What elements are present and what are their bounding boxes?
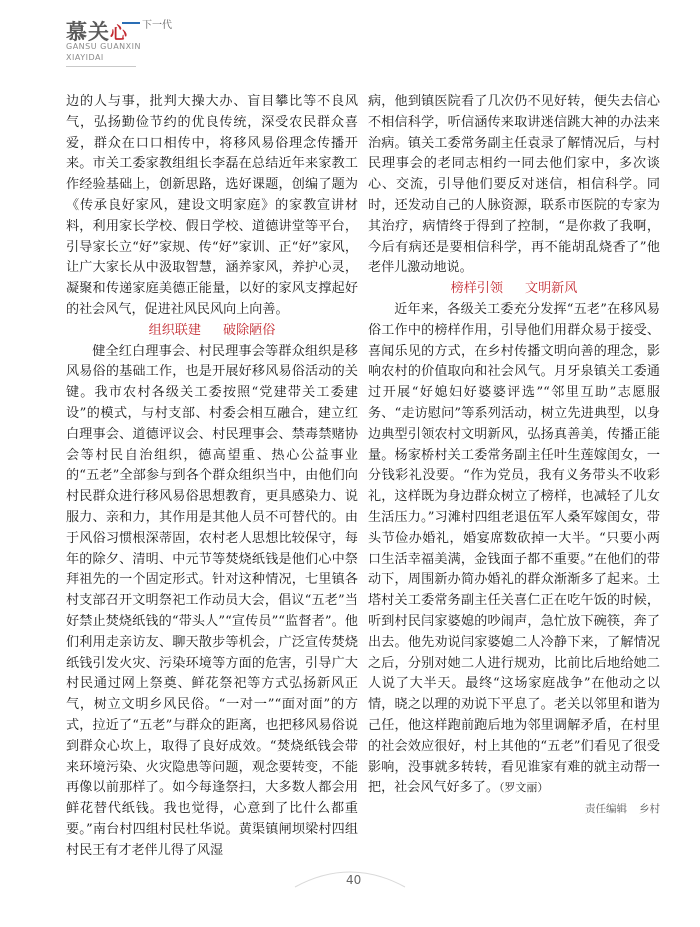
logo-title: 慕关心 [66, 19, 128, 44]
paragraph: 边的人与事，批判大操大办、盲目攀比等不良风气，弘扬勤俭节约的优良传统，深受农民群众喜爱，群众在口口相传中，将移风易俗理念传播开来。市关工委家教组组长李磊在总结近年来家教工作经验基础上，创新思路，选好课题，创编了题为《传承良好家风，建设文明家庭》的家教宣讲材料，利用家长学校、假日学校、道德讲堂等平台，引导家长立“好”家规、传“好”家训、正“好”家风，让广大家长从中汲取智慧，涵养家风，养护心灵，凝聚和传递家庭美德正能量，以好的家风支撑起好的社会风气，促进社风民风向上向善。 [66, 94, 358, 317]
paragraph: 健全红白理事会、村民理事会等群众组织是移风易俗的基础工作，也是开展好移风易俗活动的关键。我市农村各级关工委按照“党建带关工委建设”的模式，与村支部、村委会相互融合，建立红白理事会、道德评议会、村民理事会、禁毒禁赌协会等村民自治组织，德高望重、热心公益事业的“五老”全部参与到各个群众组织当中，由他们向村民群众进行移风易俗思想教育，更具感染力、说服力、亲和力，其作用是其他人员不可替代的。由于风俗习惯根深蒂固，农村老人思想比较保守，每年的除夕、清明、中元节等焚烧纸钱是他们心中祭拜祖先的一个固定形式。针对这种情况，七里镇各村支部召开文明祭祀工作动员大会，倡议“五老”当好禁止焚烧纸钱的“带头人”“宣传员”“监督者”。他们利用走亲访友、聊天散步等机会，广泛宣传焚烧纸钱引发火灾、污染环境等方面的危害，引导广大村民通过网上祭奠、鲜花祭祀等方式弘扬新风正气，树立文明乡风民俗。“一对一”“面对面”的方式，拉近了“五老”与群众的距离，也把移风易俗说到群众心坎上，取得了良好成效。“焚烧纸钱会带来环境污染、火灾隐患等问题，观念要转变，不能再像以前那样了。如今每逢祭扫，大多数人都会用鲜花替代纸钱。我也觉得，心意到了比什么都重要。”南台村四组村民杜华说。黄渠镇闸坝梁村四组村民王有才老伴儿得了风湿 [66, 343, 358, 858]
logo-divider [66, 66, 136, 67]
page-number: 40 [346, 873, 362, 887]
paragraph: 病，他到镇医院看了几次仍不见好转，便失去信心不相信科学，听信涵传来取讲迷信跳大神的办法来治病。镇关工委常务副主任袁录了解情况后，与村民理事会的老同志相约一同去他们家中，多次谈心、交流，引导他们要反对迷信，相信科学。同时，还发动自己的人脉资源，联系市医院的专家为其治疗，病情终于得到了控制，“是你救了我啊，今后有病还是要相信科学，再不能胡乱烧香了”他老伴儿激动地说。 [368, 94, 660, 276]
logo-heart: 心 [110, 24, 128, 44]
logo-pinyin-line1: GANSU GUANXIN [66, 42, 141, 51]
section-heading: 榜样引领 文明新风 [450, 281, 578, 297]
logo-subtitle: 下一代 [142, 20, 172, 31]
logo-pinyin-line2: XIAYIDAI [66, 53, 104, 62]
editor-credit: 责任编辑 乡村 [585, 803, 660, 816]
paragraph: 近年来，各级关工委充分发挥“五老”在移风易俗工作中的榜样作用，引导他们用群众易于接受、喜闻乐见的方式，在乡村传播文明向善的理念，影响农村的价值取向和社会风气。月牙泉镇关工委通过开展“好媳妇好婆婆评选”“邻里互助”志愿服务、“走访慰问”等系列活动，树立先进典型，以身边典型引领农村文明新风，弘扬真善美，传播正能量。杨家桥村关工委常务副主任叶生莲嫁闺女，一分钱彩礼没要。“作为党员，我有义务带头不收彩礼，这样既为身边群众树立了榜样，也减轻了儿女生活压力。”习滩村四组老退伍军人桑军嫁闺女，带头节俭办婚礼，婚宴席数砍掉一大半。“只要小两口生活幸福美满，金钱面子都不重要。”在他们的带动下，周围新办简办婚礼的群众渐渐多了起来。土塔村关工委常务副主任关喜仁正在吃午饭的时候，听到村民闫家婆媳的吵闹声，急忙放下碗筷，奔了出去。他先劝说闫家婆媳二人冷静下来，了解情况之后，分别对她二人进行规劝，比前比后地给她二人说了大半天。最终“这场家庭战争”在他动之以情，晓之以理的劝说下平息了。老关以邻里和谐为己任，他这样跑前跑后地为邻里调解矛盾，在村里的社会效应很好，村上其他的“五老”们看见了很受影响，没事就多转转，看见谁家有难的就主动帮一把，社会风气好多了。（罗文丽） [368, 301, 660, 796]
right-column [368, 92, 660, 820]
masthead [66, 16, 206, 72]
logo-accent-line [122, 22, 140, 24]
left-column [66, 92, 358, 861]
section-heading: 组织联建 破除陋俗 [148, 322, 276, 338]
author-credit: （罗文丽） [498, 781, 549, 795]
